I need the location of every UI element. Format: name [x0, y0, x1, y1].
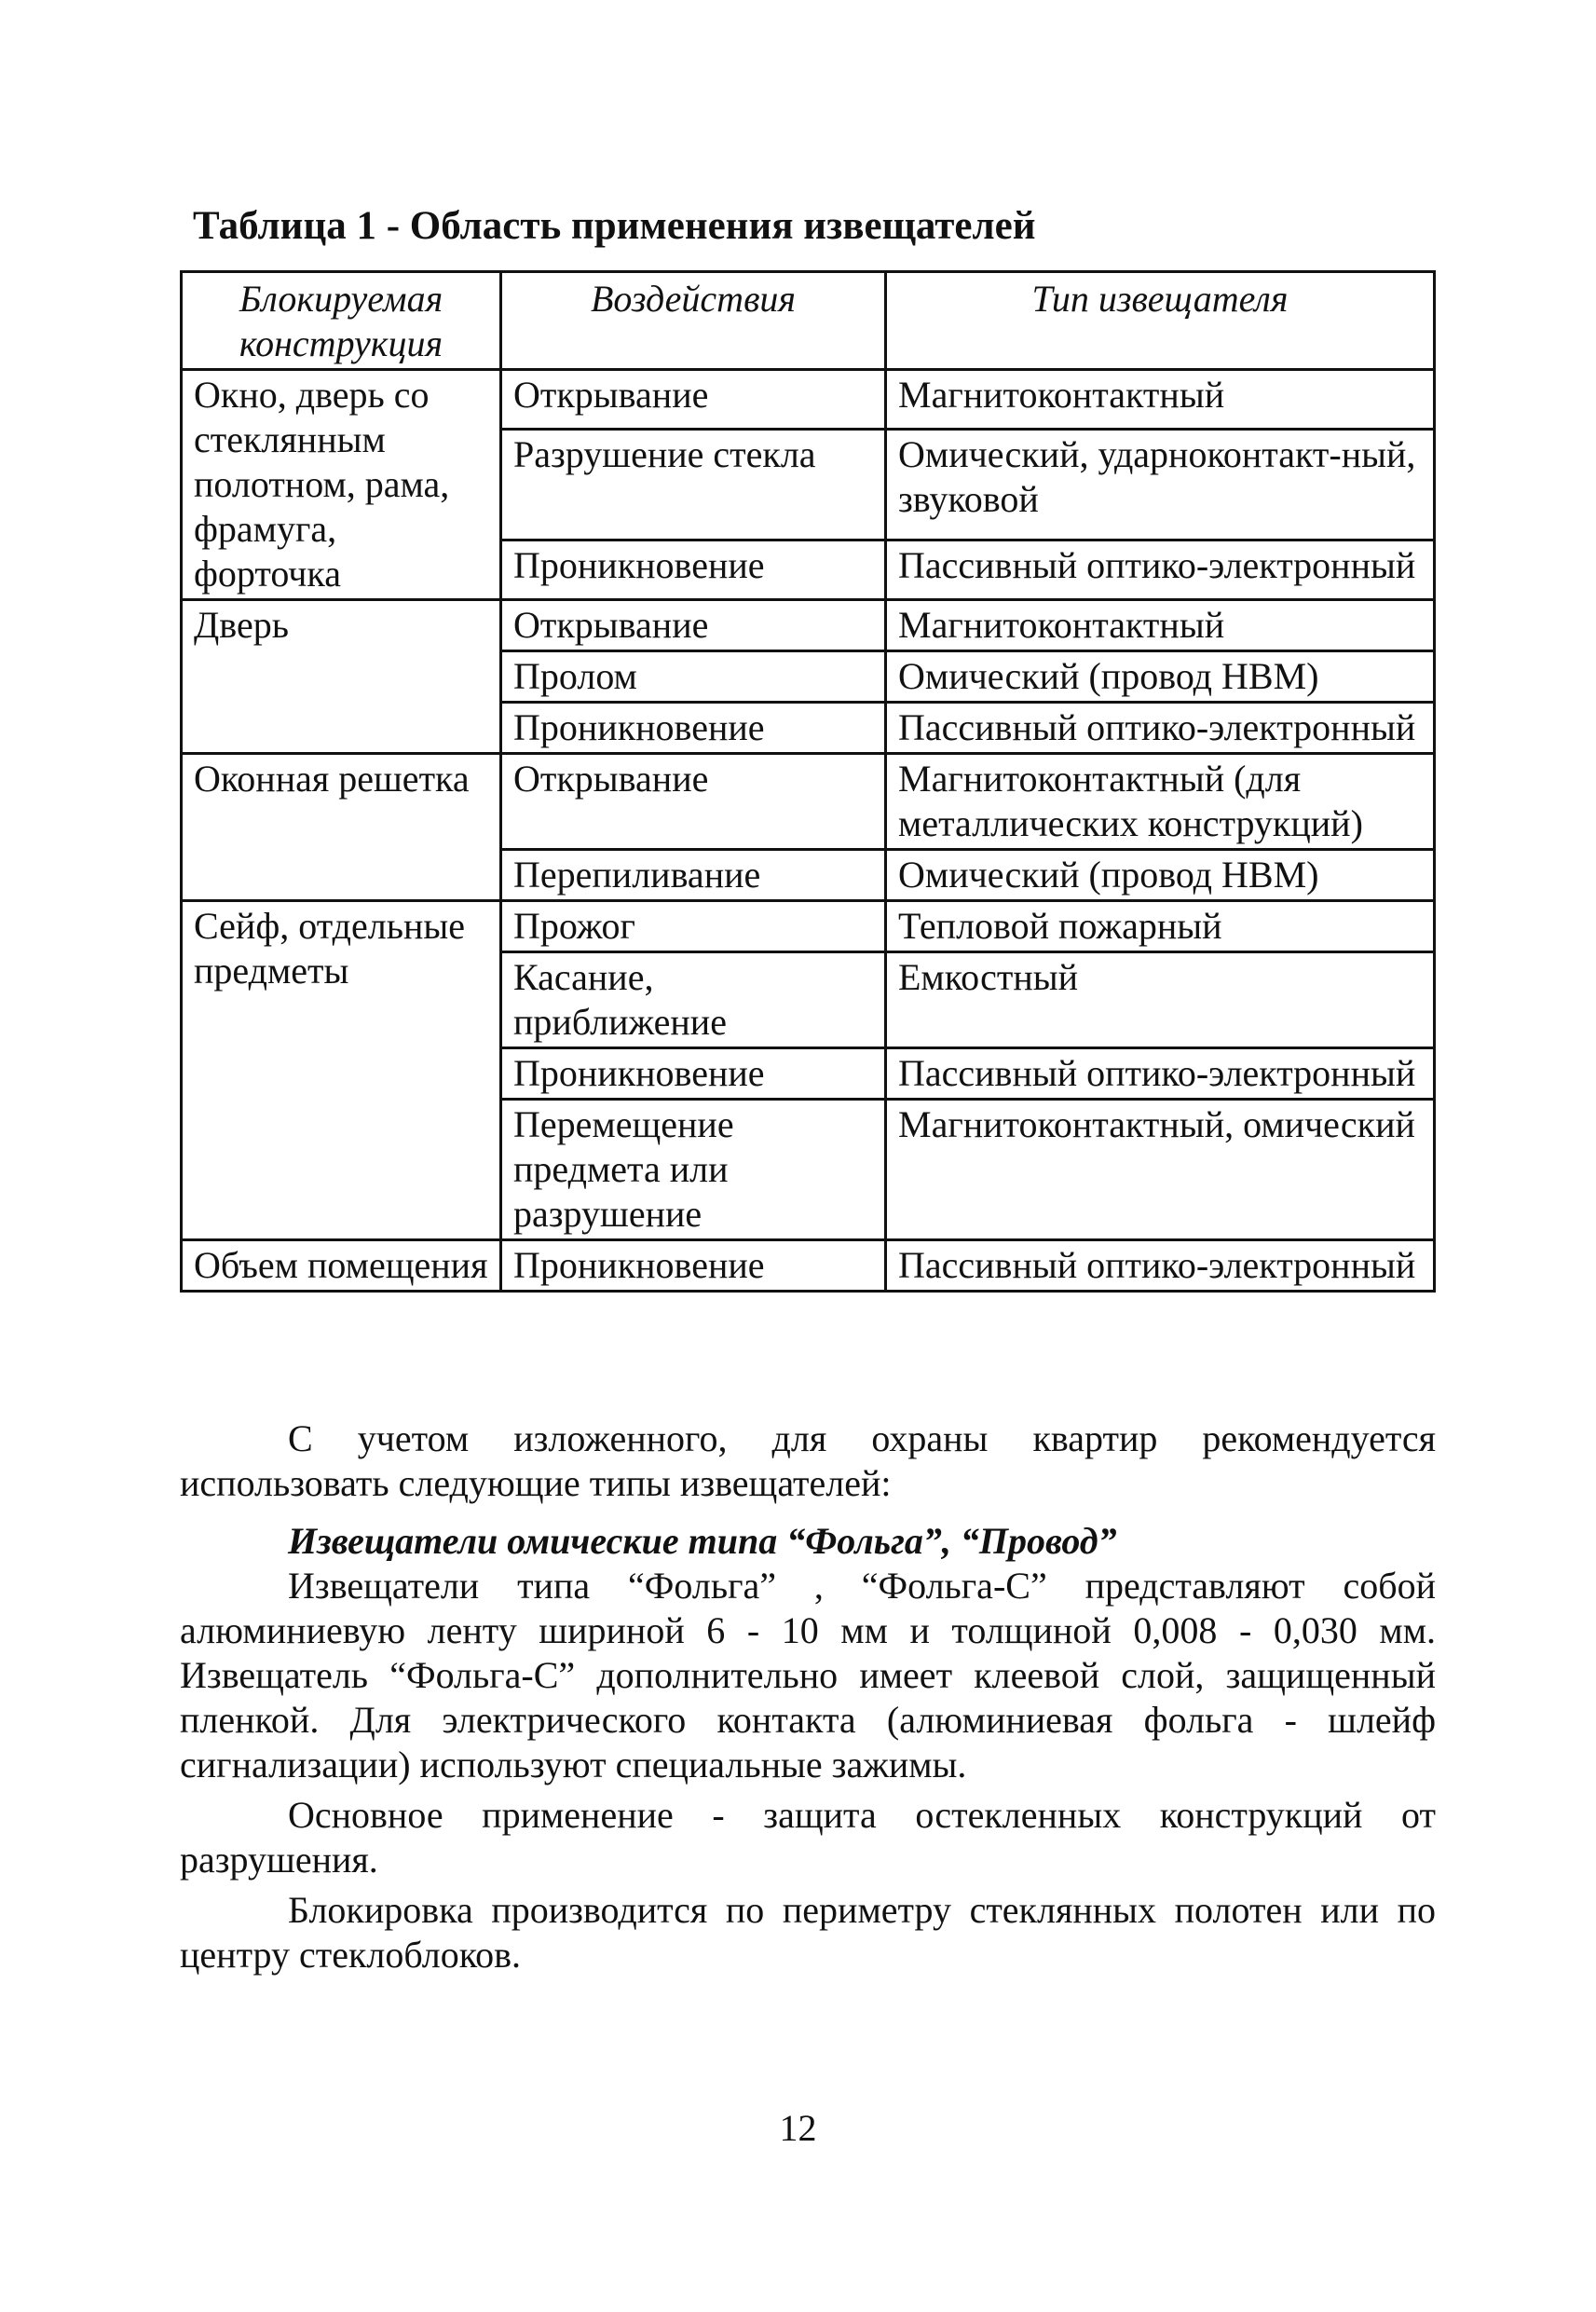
action-cell: Открывание [501, 754, 886, 850]
detector-type-cell: Магнитоконтактный, омический [886, 1100, 1435, 1240]
table-header-row [182, 272, 1435, 370]
action-cell: Разрушение стекла [501, 429, 886, 540]
header-action: Воздействия [501, 272, 886, 370]
action-cell: Проникновение [501, 1240, 886, 1292]
detector-type-cell: Пассивный оптико-электронный [886, 1048, 1435, 1100]
detector-type-cell: Пассивный оптико-электронный [886, 1240, 1435, 1292]
table-title: Таблица 1 - Область применения извещателей [193, 204, 1036, 248]
detector-type-cell: Тепловой пожарный [886, 901, 1435, 952]
page-number: 12 [779, 2107, 817, 2149]
body-paragraph: Блокировка производится по периметру стеклянных полотен или по центру стеклоблоков. [180, 1889, 1436, 1976]
table-row [182, 901, 1435, 952]
table-row [182, 1240, 1435, 1292]
action-cell: Прожог [501, 901, 886, 952]
detector-type-cell: Магнитоконтактный [886, 370, 1435, 430]
detector-type-cell: Омический, ударноконтакт-ный, звуковой [886, 429, 1435, 540]
action-cell: Касание, приближение [501, 952, 886, 1048]
action-cell: Перемещение предмета или разрушение [501, 1100, 886, 1240]
construction-cell: Объем помещения [182, 1240, 501, 1292]
detector-type-cell: Омический (провод НВМ) [886, 651, 1435, 703]
action-cell: Открывание [501, 370, 886, 430]
table-row [182, 600, 1435, 651]
action-cell: Проникновение [501, 540, 886, 600]
body-paragraph: Основное применение - защита остекленных конструкций от разрушения. [180, 1794, 1436, 1881]
body-text [180, 1416, 1436, 1977]
detector-type-cell: Омический (провод НВМ) [886, 850, 1435, 901]
detector-type-cell: Магнитоконтактный [886, 600, 1435, 651]
intro-paragraph: С учетом изложенного, для охраны квартир рекомендуется использовать следующие типы извещателей: [180, 1417, 1436, 1504]
detector-type-cell: Пассивный оптико-электронный [886, 540, 1435, 600]
header-construction: Блокируемая конструкция [182, 272, 501, 370]
action-cell: Перепиливание [501, 850, 886, 901]
body-paragraph: Извещатели типа “Фольга” , “Фольга-С” представляют собой алюминиевую ленту шириной 6 - 10 мм и толщиной 0,008 - 0,030 мм. Извещатель “Фольга-С” дополнительно имеет клеевой слой, защищенный пленкой. Для электрического контакта (алюминиевая фольга - шлейф сигнализации) используют специальные зажимы. [180, 1565, 1436, 1785]
construction-cell: Сейф, отдельные предметы [182, 901, 501, 1240]
table-row [182, 370, 1435, 430]
header-detector-type: Тип извещателя [886, 272, 1435, 370]
action-cell: Открывание [501, 600, 886, 651]
construction-cell: Окно, дверь со стеклянным полотном, рама, фрамуга, форточка [182, 370, 501, 600]
table-row [182, 754, 1435, 850]
detector-type-cell: Пассивный оптико-электронный [886, 703, 1435, 754]
construction-cell: Оконная решетка [182, 754, 501, 901]
section-heading: Извещатели омические типа “Фольга”, “Провод” [288, 1520, 1117, 1562]
detector-type-cell: Емкостный [886, 952, 1435, 1048]
construction-cell: Дверь [182, 600, 501, 754]
action-cell: Проникновение [501, 1048, 886, 1100]
action-cell: Проникновение [501, 703, 886, 754]
detector-application-table [180, 270, 1436, 1293]
detector-type-cell: Магнитоконтактный (для металлических конструкций) [886, 754, 1435, 850]
action-cell: Пролом [501, 651, 886, 703]
